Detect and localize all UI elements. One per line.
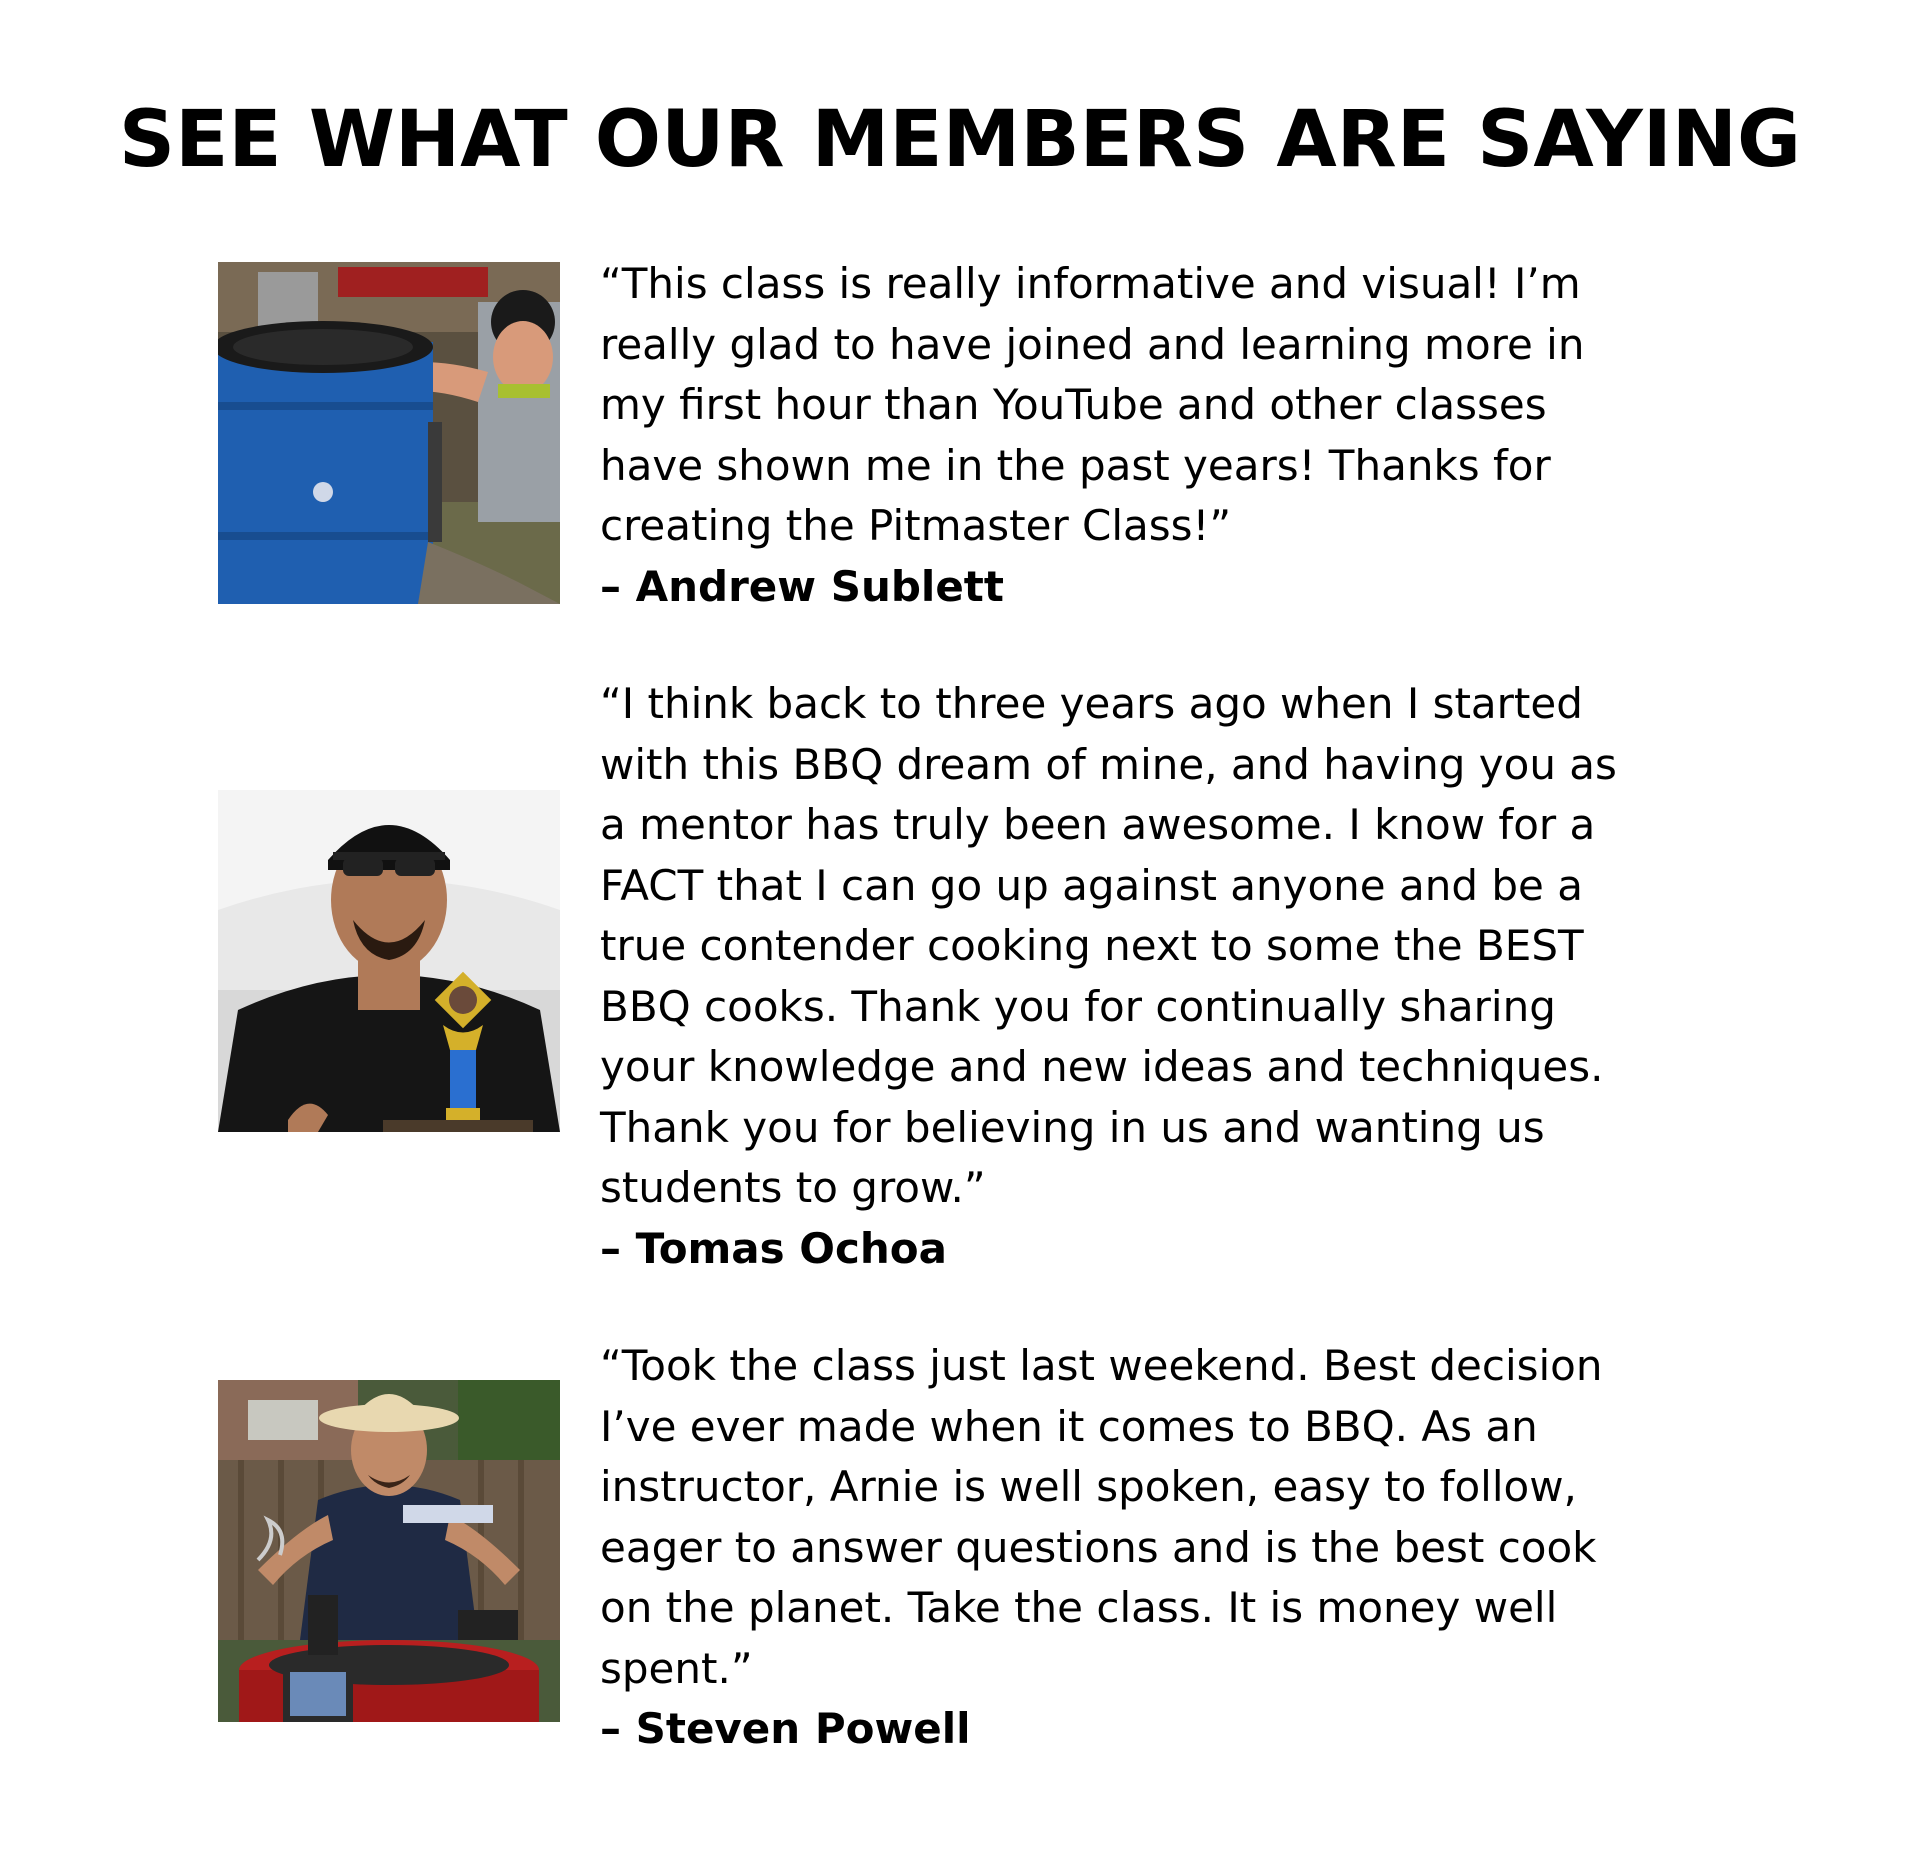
quote-line: “I think back to three years ago when I started (600, 679, 1583, 728)
quote-line: true contender cooking next to some the BEST (600, 921, 1584, 970)
testimonial-photo-steven-powell (218, 1380, 560, 1722)
person-in-cowboy-hat-with-red-smoker-photo-icon (218, 1380, 560, 1722)
quote-line: spent.” (600, 1643, 753, 1693)
testimonial-author: – Tomas Ochoa (600, 1223, 947, 1273)
quote-line: creating the Pitmaster Class!” (600, 501, 1232, 550)
quote-line: a mentor has truly been awesome. I know for a (600, 800, 1596, 849)
quote-line: on the planet. Take the class. It is money well (600, 1583, 1558, 1632)
quote-line: I’ve ever made when it comes to BBQ. As an (600, 1401, 1538, 1451)
quote-line: students to grow.” (600, 1163, 986, 1212)
testimonial-quote-andrew-sublett (600, 254, 1740, 617)
quote-line: “Took the class just last weekend. Best decision (600, 1341, 1603, 1390)
quote-line: “This class is really informative and visual! I’m (600, 259, 1581, 308)
quote-line: with this BBQ dream of mine, and having you as (600, 739, 1617, 789)
testimonial-photo-tomas-ochoa (218, 790, 560, 1132)
testimonial-author: – Andrew Sublett (600, 561, 1004, 611)
quote-line: my first hour than YouTube and other classes (600, 380, 1547, 429)
quote-line: your knowledge and new ideas and techniques. (600, 1042, 1604, 1091)
testimonial-quote-tomas-ochoa (600, 674, 1740, 1279)
person-with-blue-barrel-smoker-photo-icon (218, 262, 560, 604)
testimonial-quote-steven-powell (600, 1336, 1740, 1760)
page-title: SEE WHAT OUR MEMBERS ARE SAYING (118, 95, 1802, 185)
quote-line: Thank you for believing in us and wanting us (600, 1102, 1545, 1152)
testimonial-author: – Steven Powell (600, 1704, 971, 1753)
quote-line: have shown me in the past years! Thanks for (600, 440, 1551, 490)
person-with-trophy-photo-icon (218, 790, 560, 1132)
testimonial-photo-andrew-sublett (218, 262, 560, 604)
quote-line: BBQ cooks. Thank you for continually sharing (600, 981, 1556, 1031)
quote-line: instructor, Arnie is well spoken, easy to follow, (600, 1462, 1577, 1511)
quote-line: FACT that I can go up against anyone and be a (600, 860, 1583, 910)
quote-line: really glad to have joined and learning more in (600, 319, 1585, 369)
quote-line: eager to answer questions and is the best cook (600, 1522, 1597, 1572)
